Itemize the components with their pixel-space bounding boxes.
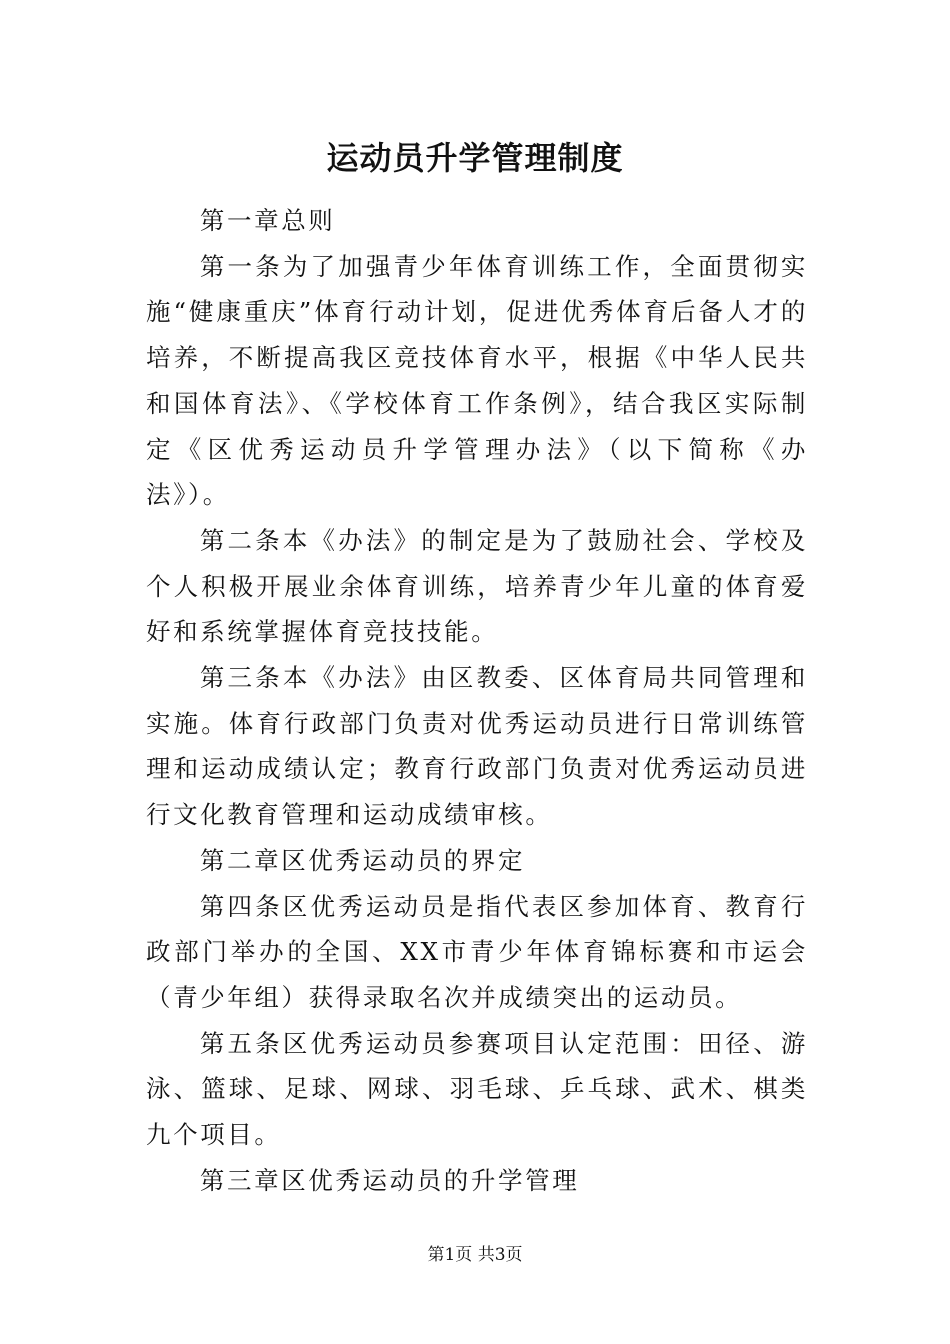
article-paragraph: 第二条本《办法》的制定是为了鼓励社会、学校及个人积极开展业余体育训练，培养青少年儿童的体育爱好和系统掌握体育竞技技能。 xyxy=(146,525,808,647)
chapter-heading: 第三章区优秀运动员的升学管理 xyxy=(199,1165,580,1195)
document-body xyxy=(146,198,808,1203)
article-paragraph: 第五条区优秀运动员参赛项目认定范围：田径、游泳、篮球、足球、网球、羽毛球、乒乓球、武术、棋类九个项目。 xyxy=(146,1028,808,1150)
page-number-footer: 第1页 共3页 xyxy=(427,1245,523,1265)
article-paragraph: 第三条本《办法》由区教委、区体育局共同管理和实施。体育行政部门负责对优秀运动员进行日常训练管理和运动成绩认定；教育行政部门负责对优秀运动员进行文化教育管理和运动成绩审核。 xyxy=(146,663,808,830)
article-paragraph: 第一条为了加强青少年体育训练工作，全面贯彻实施“健康重庆”体育行动计划，促进优秀体育后备人才的培养，不断提高我区竞技体育水平，根据《中华人民共和国体育法》、《学校体育工作条例》，结合我区实际制定《区优秀运动员升学管理办法》（以下简称《办法》）。 xyxy=(146,251,808,510)
article-paragraph: 第四条区优秀运动员是指代表区参加体育、教育行政部门举办的全国、XX市青少年体育锦标赛和市运会（青少年组）获得录取名次并成绩突出的运动员。 xyxy=(146,891,808,1012)
chapter-heading: 第一章总则 xyxy=(199,206,336,235)
document-title: 运动员升学管理制度 xyxy=(326,139,624,177)
chapter-heading: 第二章区优秀运动员的界定 xyxy=(199,845,526,875)
